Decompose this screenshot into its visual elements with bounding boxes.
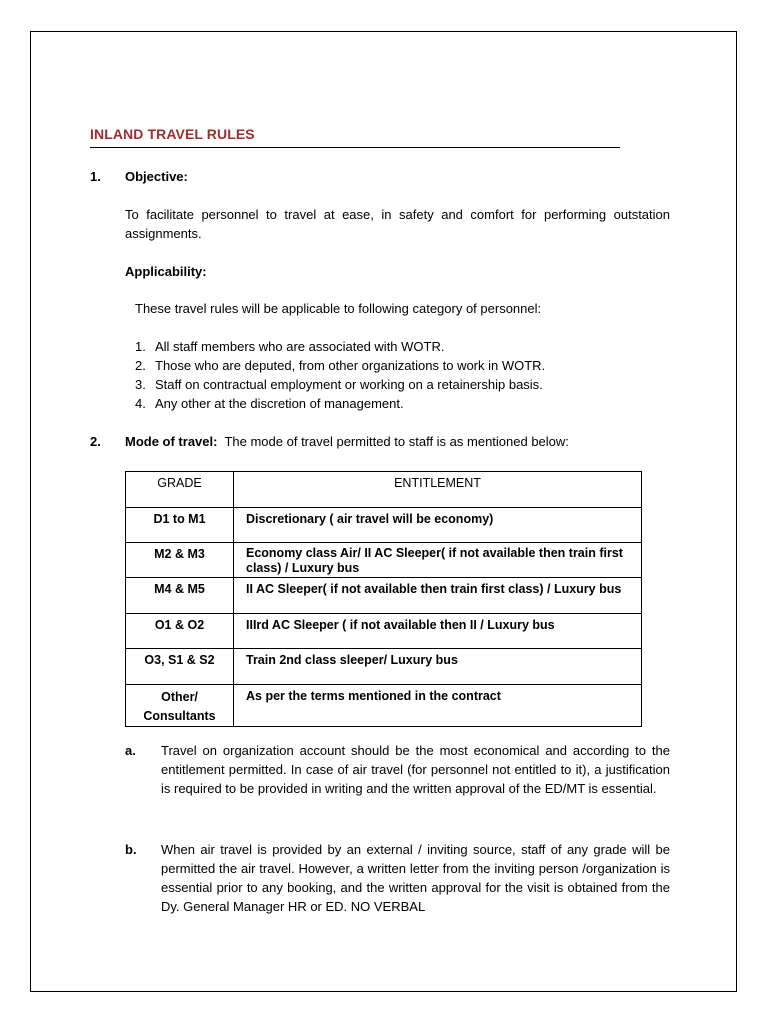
table-row — [126, 508, 642, 543]
table-header-row — [126, 472, 642, 508]
list-item-number: 2. — [135, 358, 146, 373]
entitlement-cell: Train 2nd class sleeper/ Luxury bus — [234, 649, 642, 685]
list-item-text: Those who are deputed, from other organizations to work in WOTR. — [155, 358, 546, 373]
grade-cell: O1 & O2 — [126, 614, 234, 649]
list-item — [135, 394, 404, 413]
grade-cell: D1 to M1 — [126, 508, 234, 543]
entitlement-cell: IIIrd AC Sleeper ( if not available then II / Luxury bus — [234, 614, 642, 649]
table-row — [126, 578, 642, 614]
section-2-line — [125, 432, 569, 451]
grade-cell: M4 & M5 — [126, 578, 234, 614]
section-2-heading: Mode of travel: — [125, 434, 218, 449]
list-item-number: 3. — [135, 377, 146, 392]
list-item-text: Any other at the discretion of management. — [155, 396, 404, 411]
list-item-number: 1. — [135, 339, 146, 354]
entitlement-cell: II AC Sleeper( if not available then train first class) / Luxury bus — [234, 578, 642, 614]
grade-cell: M2 & M3 — [126, 543, 234, 578]
table-row — [126, 614, 642, 649]
objective-text: To facilitate personnel to travel at ease, in safety and comfort for performing outstation assignments. — [125, 207, 670, 241]
entitlement-cell: Discretionary ( air travel will be economy) — [234, 508, 642, 543]
list-item — [135, 356, 545, 375]
list-item-number: 4. — [135, 396, 146, 411]
note-a-label: a. — [125, 743, 136, 758]
note-b-label: b. — [125, 842, 137, 857]
list-item-text: All staff members who are associated with WOTR. — [155, 339, 445, 354]
note-b-text: When air travel is provided by an external / inviting source, staff of any grade will be permitted the air travel. However, a written letter from the inviting person /organization is essential prior to any booking, and the written approval for the visit is obtained from the Dy. General Manager HR or ED. NO VERBAL — [161, 842, 670, 914]
header-grade: GRADE — [126, 472, 234, 508]
grade-cell: O3, S1 & S2 — [126, 649, 234, 685]
note-a-text: Travel on organization account should be the most economical and according to the entitlement permitted. In case of air travel (for personnel not entitled to it), a justification is required to be provided in writing and the written approval of the ED/MT is essential. — [161, 743, 670, 796]
list-item — [135, 375, 543, 394]
section-2-number: 2. — [90, 434, 101, 449]
entitlement-cell: As per the terms mentioned in the contract — [234, 685, 642, 727]
section-1-heading: Objective: — [125, 169, 188, 184]
travel-entitlement-table — [125, 471, 642, 727]
list-item-text: Staff on contractual employment or working on a retainership basis. — [155, 377, 543, 392]
applicability-heading: Applicability: — [125, 264, 207, 279]
applicability-intro: These travel rules will be applicable to following category of personnel: — [135, 301, 542, 316]
entitlement-cell: Economy class Air/ II AC Sleeper( if not available then train first class) / Luxury bus — [234, 543, 642, 578]
table-row — [126, 685, 642, 727]
table-row — [126, 543, 642, 578]
table-row — [126, 649, 642, 685]
section-1-number: 1. — [90, 169, 101, 184]
section-2-intro: The mode of travel permitted to staff is as mentioned below: — [224, 434, 569, 449]
list-item — [135, 337, 444, 356]
document-title: INLAND TRAVEL RULES — [90, 126, 620, 148]
grade-cell: Other/ Consultants — [126, 685, 234, 727]
header-entitlement: ENTITLEMENT — [234, 472, 642, 508]
